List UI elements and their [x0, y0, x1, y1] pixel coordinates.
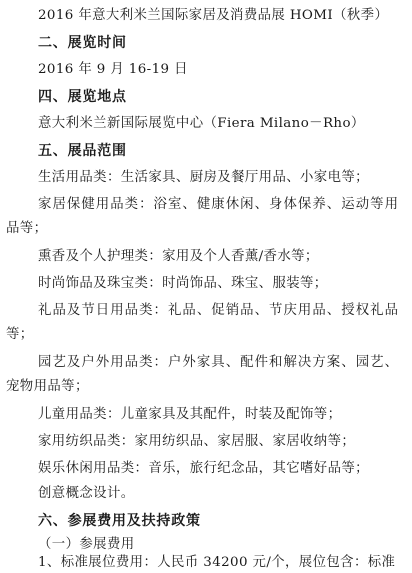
section-heading-venue: 四、展览地点: [38, 89, 127, 105]
scope-item-leisure: 娱乐休闲用品类：音乐，旅行纪念品，其它嗜好品等；: [38, 461, 369, 476]
section-heading-scope: 五、展品范围: [38, 143, 127, 159]
scope-item-children: 儿童用品类：儿童家具及其配件，时装及配饰等；: [38, 407, 342, 422]
section-heading-fees: 六、参展费用及扶持政策: [38, 513, 201, 529]
scope-item-creative-design: 创意概念设计。: [38, 486, 135, 501]
scope-item-home-health-cont: 品等；: [6, 221, 48, 236]
scope-item-home-health: 家居保健用品类：浴室、健康休闲、身体保养、运动等用: [38, 197, 400, 212]
exhibition-date: 2016 年 9 月 16-19 日: [38, 62, 188, 77]
scope-item-daily-goods: 生活用品类：生活家具、厨房及餐厅用品、小家电等；: [38, 170, 369, 185]
standard-booth-fee: 1、标准展位费用：人民币 34200 元/个，展位包含：标准: [38, 555, 396, 570]
scope-item-home-textiles: 家用纺织品类：家用纺织品、家居服、家居收纳等；: [38, 434, 356, 449]
scope-item-gifts: 礼品及节日用品类：礼品、促销品、节庆用品、授权礼品: [38, 303, 400, 318]
section-heading-time: 二、展览时间: [38, 35, 127, 51]
scope-item-garden-outdoor: 园艺及户外用品类：户外家具、配件和解决方案、园艺、: [38, 355, 400, 370]
scope-item-gifts-cont: 等；: [6, 327, 34, 342]
exhibition-name: 2016 年意大利米兰国际家居及消费品展 HOMI（秋季）: [38, 8, 389, 23]
scope-item-fashion-jewelry: 时尚饰品及珠宝类：时尚饰品、珠宝、服装等；: [38, 276, 328, 291]
scope-item-garden-outdoor-cont: 宠物用品等；: [6, 379, 89, 394]
subsection-heading-fees: （一）参展费用: [38, 537, 135, 552]
exhibition-venue: 意大利米兰新国际展览中心（Fiera Milano－Rho）: [38, 116, 365, 131]
scope-item-fragrance: 熏香及个人护理类：家用及个人香薰/香水等；: [38, 249, 319, 264]
